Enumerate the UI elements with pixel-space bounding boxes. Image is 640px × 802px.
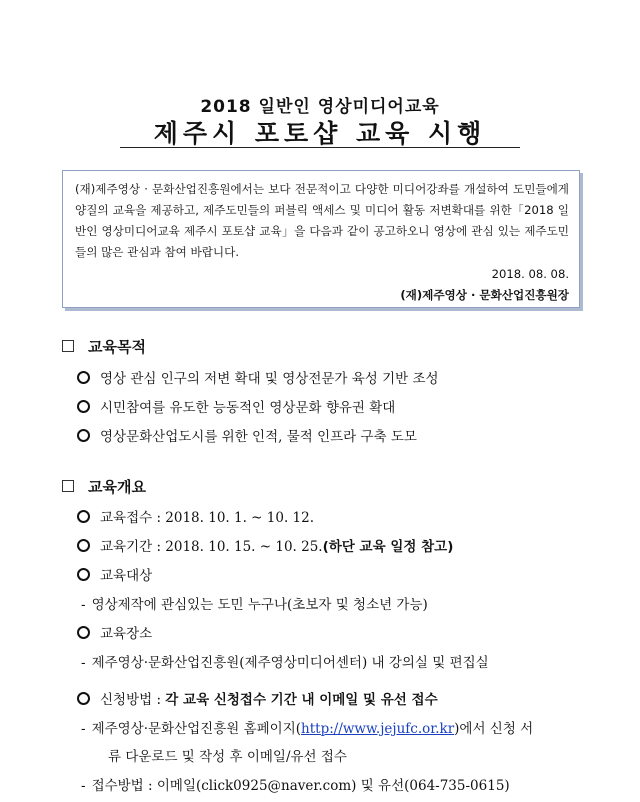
document-title: 제주시 포토샵 교육 시행 bbox=[153, 119, 487, 148]
notice-organization: (재)제주영상 · 문화산업진흥원장 bbox=[400, 288, 569, 302]
list-item-reception: 교육접수 : 2018. 10. 1. ~ 10. 12. bbox=[77, 506, 314, 526]
list-subitem-apply-continued: 류 다운로드 및 작성 후 이메일/유선 접수 bbox=[108, 749, 347, 765]
circle-bullet-icon bbox=[77, 400, 90, 413]
circle-bullet-icon bbox=[77, 510, 90, 523]
list-subitem-place: - 제주영상·문화산업진흥원(제주영상미디어센터) 내 강의실 및 편집실 bbox=[81, 655, 489, 671]
notice-date: 2018. 08. 08. bbox=[491, 267, 569, 281]
circle-bullet-icon bbox=[77, 626, 90, 639]
list-item-target: 교육대상 bbox=[77, 564, 152, 584]
list-item-place: 교육장소 bbox=[77, 622, 152, 642]
circle-bullet-icon bbox=[77, 568, 90, 581]
list-item: 시민참여를 유도한 능동적인 영상문화 향유권 확대 bbox=[77, 396, 395, 416]
checkbox-square-icon bbox=[62, 480, 74, 492]
notice-box bbox=[62, 170, 580, 308]
list-subitem-contact: - 접수방법 : 이메일(click0925@naver.com) 및 유선(064-735-0615) bbox=[81, 778, 510, 794]
list-item-period: 교육기간 : 2018. 10. 15. ~ 10. 25.(하단 교육 일정 참고) bbox=[77, 535, 453, 555]
list-subitem-target: - 영상제작에 관심있는 도민 누구나(초보자 및 청소년 가능) bbox=[81, 597, 428, 613]
circle-bullet-icon bbox=[77, 692, 90, 705]
notice-body: (재)제주영상 · 문화산업진흥원에서는 보다 전문적이고 다양한 미디어강좌를 개설하여 도민들에게 양질의 교육을 제공하고, 제주도민들의 퍼블릭 액세스 및 미디어 활동 저변확대를 위한「2018 일반인 영상미디어교육 제주시 포토샵 교육」을 다음과 같이 공고하오니 영상에 관심 있는 제주도민들의 많은 관심과 참여 바랍니다. bbox=[75, 182, 569, 259]
checkbox-square-icon bbox=[62, 340, 74, 352]
list-item: 영상문화산업도시를 위한 인적, 물적 인프라 구축 도모 bbox=[77, 425, 417, 445]
list-item-apply: 신청방법 : 각 교육 신청접수 기간 내 이메일 및 유선 접수 bbox=[77, 688, 438, 708]
circle-bullet-icon bbox=[77, 539, 90, 552]
document-subtitle: 2018 일반인 영상미디어교육 bbox=[200, 97, 440, 117]
section-heading-overview: 교육개요 bbox=[62, 476, 146, 497]
title-divider bbox=[120, 147, 520, 148]
list-item: 영상 관심 인구의 저변 확대 및 영상전문가 육성 기반 조성 bbox=[77, 367, 439, 387]
section-heading-purpose: 교육목적 bbox=[62, 336, 146, 357]
list-subitem-apply: - 제주영상·문화산업진흥원 홈페이지(http://www.jejufc.or.kr)에서 신청 서 bbox=[81, 721, 534, 737]
circle-bullet-icon bbox=[77, 429, 90, 442]
homepage-link[interactable]: http://www.jejufc.or.kr bbox=[301, 721, 455, 737]
circle-bullet-icon bbox=[77, 371, 90, 384]
